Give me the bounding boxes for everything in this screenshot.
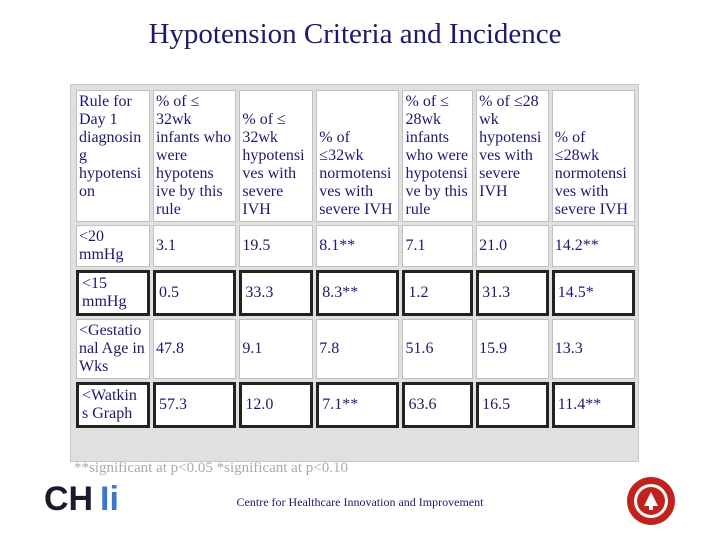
table-cell: 8.3** <box>316 270 399 316</box>
table-cell: 31.3 <box>476 270 549 316</box>
table-cell: <20 mmHg <box>76 225 150 267</box>
header-cell: Rule for Day 1 diagnosin g hypotensi on <box>76 90 150 222</box>
seal-icon <box>626 476 676 526</box>
table-row <box>76 319 635 379</box>
table-cell: 14.5* <box>552 270 635 316</box>
table-row <box>76 382 635 428</box>
logo-text-a: CH <box>44 480 94 518</box>
table-cell: 11.4** <box>552 382 635 428</box>
table-cell: 14.2** <box>552 225 635 267</box>
footer-center-text: Centre for Healthcare Innovation and Improvement <box>236 495 484 509</box>
header-cell: % of ≤ 32wk infants who were hypotens ive by this rule <box>153 90 236 222</box>
table-cell: 51.6 <box>402 319 473 379</box>
header-cell: % of ≤ 32wk hypotensi ves with severe IVH <box>239 90 313 222</box>
header-cell: % of ≤28wk normotensi ves with severe IVH <box>552 90 635 222</box>
footnote: **significant at p<0.05 *significant at p<0.10 <box>74 460 348 476</box>
table-cell: 63.6 <box>402 382 473 428</box>
table-cell: 57.3 <box>153 382 236 428</box>
table-cell: 9.1 <box>239 319 313 379</box>
table-row <box>76 225 635 267</box>
table-cell: <Watkin s Graph <box>76 382 150 428</box>
table-cell: 16.5 <box>476 382 549 428</box>
table-cell: 1.2 <box>402 270 473 316</box>
table-cell: 12.0 <box>239 382 313 428</box>
table-cell: 19.5 <box>239 225 313 267</box>
table-cell: 7.8 <box>316 319 399 379</box>
table-cell: 15.9 <box>476 319 549 379</box>
table-cell: 7.1 <box>402 225 473 267</box>
data-table <box>70 84 639 462</box>
header-cell: % of ≤ 28wk infants who were hypotensi ve by this rule <box>402 90 473 222</box>
table-cell: 0.5 <box>153 270 236 316</box>
header-row <box>76 90 635 222</box>
table-cell: 3.1 <box>153 225 236 267</box>
slide-title: Hypotension Criteria and Incidence <box>148 18 562 50</box>
table-cell: 7.1** <box>316 382 399 428</box>
header-cell: % of ≤32wk normotensi ves with severe IVH <box>316 90 399 222</box>
table-cell: <Gestatio nal Age in Wks <box>76 319 150 379</box>
chii-logo <box>44 478 144 518</box>
table-cell: 21.0 <box>476 225 549 267</box>
criteria-table <box>73 87 638 431</box>
table-cell: 33.3 <box>239 270 313 316</box>
table-cell: 8.1** <box>316 225 399 267</box>
table-cell: 47.8 <box>153 319 236 379</box>
logo-text-b: Ii <box>100 480 119 518</box>
table-cell: <15 mmHg <box>76 270 150 316</box>
table-cell: 13.3 <box>552 319 635 379</box>
table-row <box>76 270 635 316</box>
header-cell: % of ≤28 wk hypotensi ves with severe IVH <box>476 90 549 222</box>
